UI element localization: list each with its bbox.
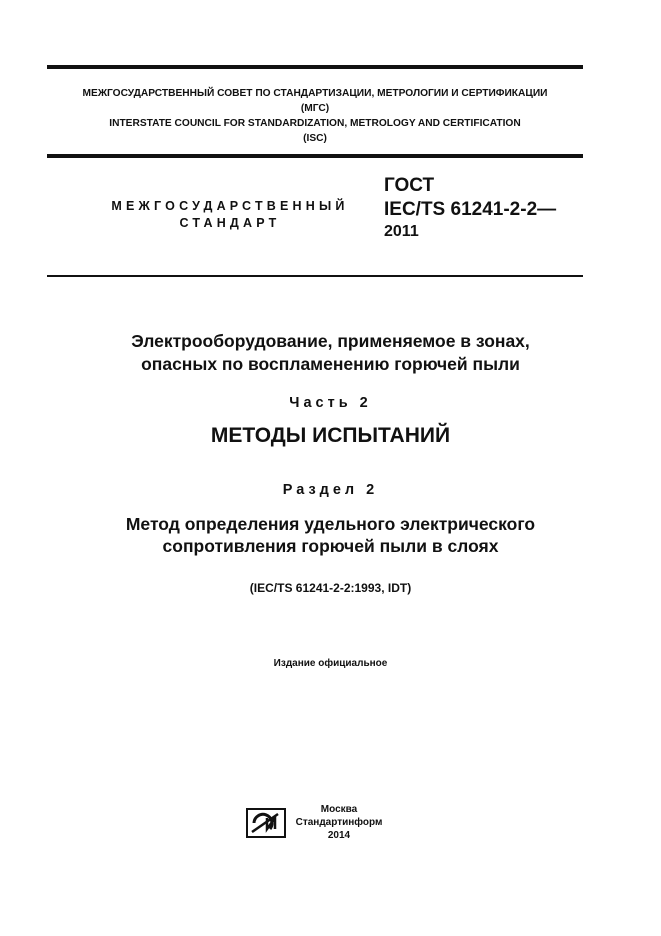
document-title (0, 330, 661, 376)
council-abbr-en: (ISC) (303, 133, 327, 144)
gost-label: ГОСТ (384, 175, 435, 196)
part-label: Часть 2 (289, 395, 372, 411)
part-name: МЕТОДЫ ИСПЫТАНИЙ (210, 424, 451, 447)
standartinform-logo-icon (246, 808, 286, 838)
council-name-en: INTERSTATE COUNCIL FOR STANDARDIZATION, METROLOGY AND CERTIFICATION (109, 118, 521, 129)
standard-code: IEC/TS 61241-2-2— (384, 199, 557, 220)
title-line2: опасных по воспламенению горючей пыли (141, 354, 520, 374)
section-title-line1: Метод определения удельного электрического (125, 514, 536, 534)
publisher-year: 2014 (327, 830, 351, 841)
international-reference: (IEC/TS 61241-2-2:1993, IDT) (249, 581, 412, 595)
council-name-ru: МЕЖГОСУДАРСТВЕННЫЙ СОВЕТ ПО СТАНДАРТИЗАЦИИ, МЕТРОЛОГИИ И СЕРТИФИКАЦИИ (82, 88, 548, 99)
standard-kind (90, 198, 370, 232)
bottom-rule (47, 275, 583, 277)
edition-note: Издание официальное (273, 658, 388, 669)
section-title (0, 513, 661, 557)
publisher-name: Стандартинформ (295, 817, 383, 828)
middle-rule (47, 154, 583, 158)
publisher-city: Москва (320, 804, 358, 815)
section-label: Раздел 2 (282, 482, 379, 498)
council-abbr-ru: (МГС) (300, 103, 330, 114)
publisher-block (294, 803, 384, 842)
council-header (47, 86, 583, 146)
standard-kind-line1: МЕЖГОСУДАРСТВЕННЫЙ (111, 199, 349, 213)
top-rule (47, 65, 583, 69)
section-title-line2: сопротивления горючей пыли в слоях (162, 536, 499, 556)
standard-year: 2011 (384, 223, 419, 240)
title-line1: Электрооборудование, применяемое в зонах, (131, 331, 530, 351)
standard-kind-line2: СТАНДАРТ (179, 216, 281, 230)
standard-designation (384, 174, 556, 243)
